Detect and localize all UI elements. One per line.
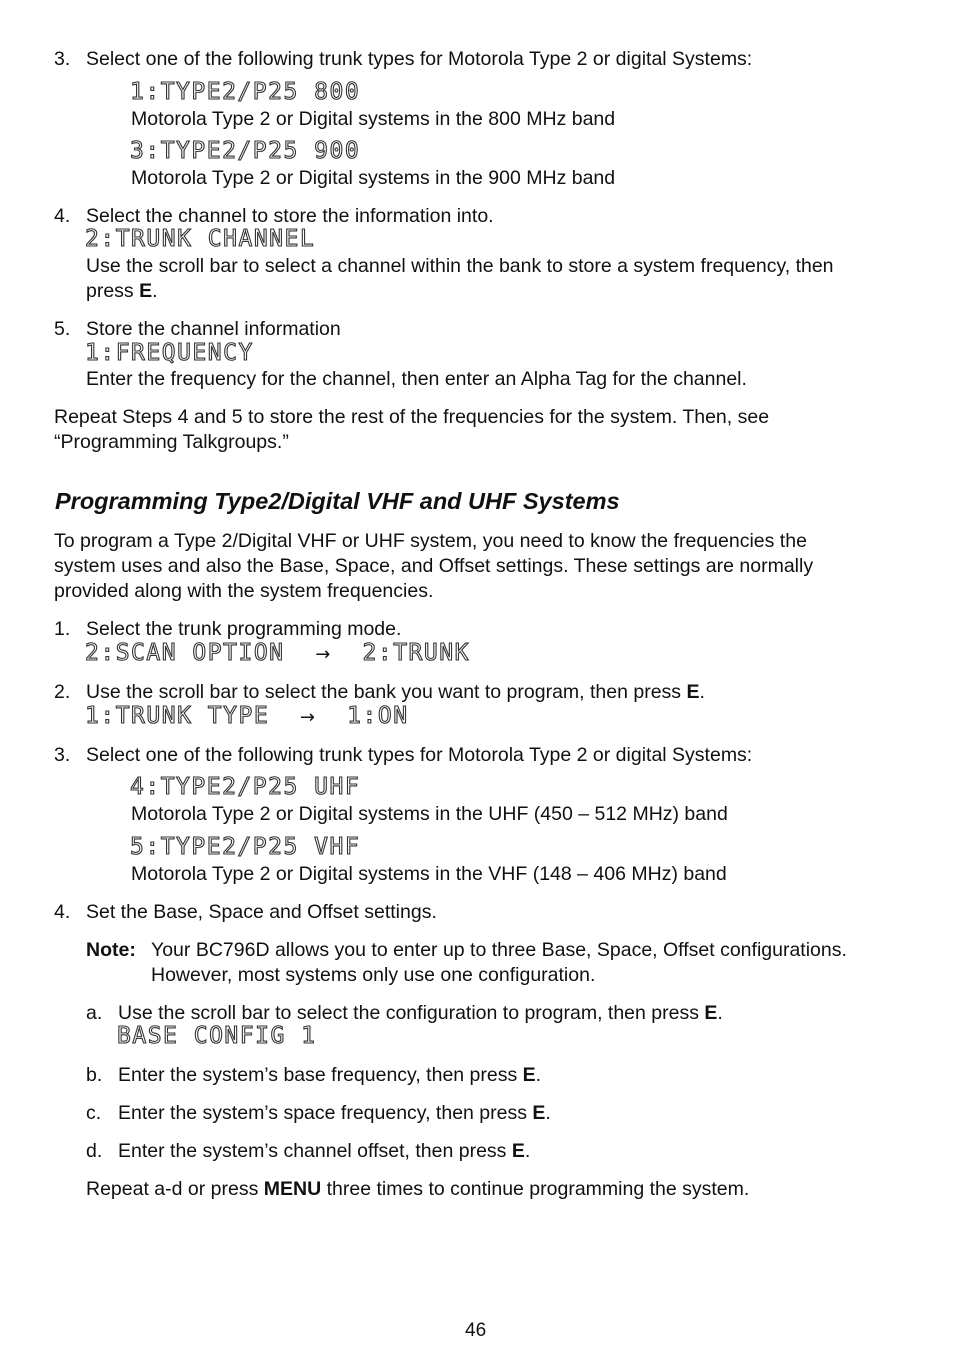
note-text: However, most systems only use one configuration. [151, 964, 596, 986]
section-heading: Programming Type2/Digital VHF and UHF Systems [55, 488, 620, 514]
key-label: MENU [263, 1178, 322, 1200]
option-description: Motorola Type 2 or Digital systems in the 800 MHz band [131, 108, 616, 130]
step-number: 4. [54, 901, 71, 923]
substep-letter: c. [86, 1102, 102, 1124]
step-text: Select one of the following trunk types for Motorola Type 2 or digital Systems: [86, 744, 753, 766]
paragraph: “Programming Talkgroups.” [54, 431, 289, 453]
lcd-display-text: 1:FREQUENCY [85, 340, 254, 366]
paragraph: system uses and also the Base, Space, and Offset settings. These settings are normally [54, 555, 814, 577]
key-label: E [704, 1002, 718, 1024]
step-text: Select the channel to store the information into. [86, 205, 494, 227]
substep-text: Enter the system’s space frequency, then press E. [118, 1102, 551, 1124]
paragraph: Repeat Steps 4 and 5 to store the rest of the frequencies for the system. Then, see [54, 406, 770, 428]
substep-text: Enter the system’s base frequency, then press E. [118, 1064, 542, 1086]
step-number: 2. [54, 681, 71, 703]
lcd-display-text: 2:SCAN OPTION → 2:TRUNK [85, 640, 470, 666]
step-number: 3. [54, 48, 71, 70]
substep-text: Use the scroll bar to select the configuration to program, then press E. [118, 1002, 723, 1024]
lcd-display-text: 4:TYPE2/P25 UHF [130, 774, 361, 800]
step-number: 4. [54, 205, 71, 227]
step-text: Select the trunk programming mode. [86, 618, 402, 640]
substep-letter: d. [86, 1140, 103, 1162]
arrow-right-icon: → [315, 644, 332, 665]
lcd-display-text: 3:TYPE2/P25 900 [130, 138, 361, 164]
step-text: Store the channel information [86, 318, 341, 340]
step-number: 1. [54, 618, 71, 640]
substep-letter: a. [86, 1002, 103, 1024]
substep-text: Enter the system’s channel offset, then press E. [118, 1140, 531, 1162]
step-text: Select one of the following trunk types for Motorola Type 2 or digital Systems: [86, 48, 753, 70]
note-label: Note: [86, 939, 136, 961]
option-description: Motorola Type 2 or Digital systems in the 900 MHz band [131, 167, 616, 189]
arrow-right-icon: → [299, 707, 317, 728]
option-description: Motorola Type 2 or Digital systems in the VHF (148 – 406 MHz) band [131, 863, 727, 885]
note-text: Your BC796D allows you to enter up to three Base, Space, Offset configurations. [151, 939, 847, 961]
step-number: 3. [54, 744, 71, 766]
paragraph: provided along with the system frequencies. [54, 580, 434, 602]
lcd-display-text: BASE CONFIG 1 [117, 1023, 317, 1049]
key-label: E [139, 280, 153, 302]
lcd-display-text: 1:TRUNK TYPE → 1:ON [85, 703, 409, 729]
step-text: Use the scroll bar to select the bank you want to program, then press E. [86, 681, 705, 703]
substep-letter: b. [86, 1064, 103, 1086]
option-description: Motorola Type 2 or Digital systems in the UHF (450 – 512 MHz) band [131, 803, 728, 825]
key-label: E [522, 1064, 536, 1086]
step-description: Enter the frequency for the channel, then enter an Alpha Tag for the channel. [86, 368, 747, 390]
key-label: E [511, 1140, 525, 1162]
lcd-display-text: 1:TYPE2/P25 800 [130, 79, 361, 105]
step-number: 5. [54, 318, 71, 340]
step-description: Use the scroll bar to select a channel within the bank to store a system frequency, then [86, 255, 834, 277]
lcd-display-text: 5:TYPE2/P25 VHF [130, 834, 361, 860]
paragraph: Repeat a-d or press MENU three times to continue programming the system. [86, 1178, 750, 1200]
key-label: E [686, 681, 700, 703]
step-text: Set the Base, Space and Offset settings. [86, 901, 437, 923]
lcd-display-text: 2:TRUNK CHANNEL [85, 226, 316, 252]
page-number: 46 [465, 1320, 487, 1341]
key-label: E [532, 1102, 546, 1124]
paragraph: To program a Type 2/Digital VHF or UHF system, you need to know the frequencies the [54, 530, 807, 552]
step-description: press E. [86, 280, 158, 302]
